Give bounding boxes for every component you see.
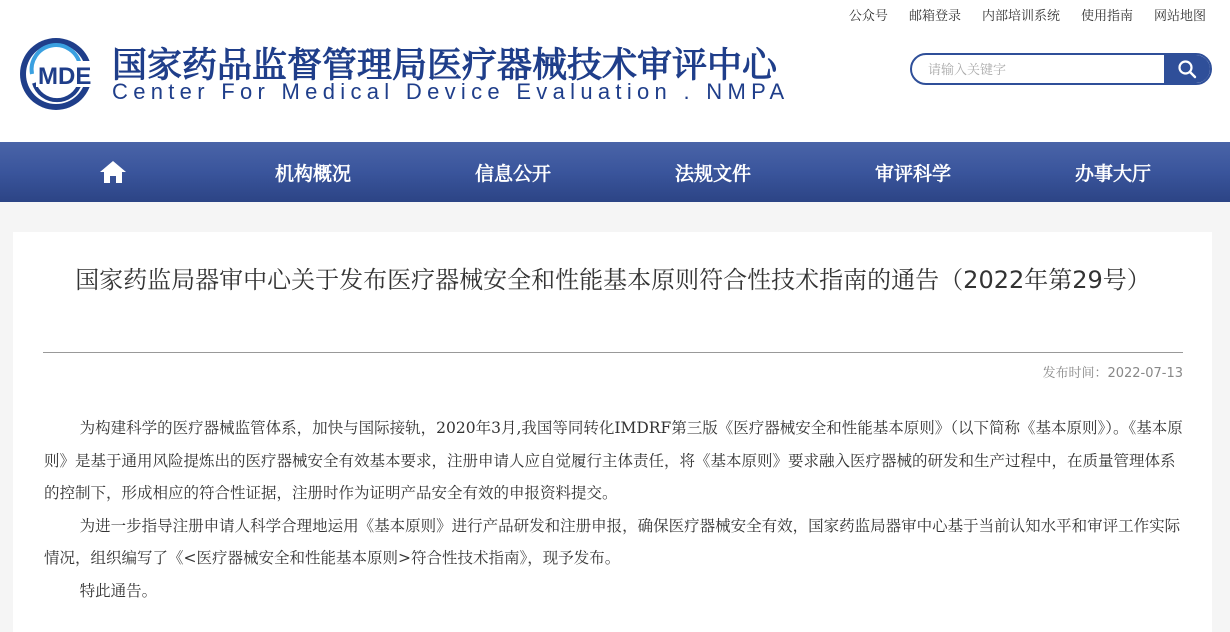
top-link-guide[interactable]: 使用指南 bbox=[1080, 9, 1133, 24]
search-button[interactable] bbox=[1164, 55, 1210, 83]
nav-home[interactable] bbox=[13, 142, 213, 202]
nav-item-organization[interactable]: 机构概况 bbox=[274, 162, 351, 185]
mde-logo[interactable] bbox=[14, 35, 106, 113]
site-name-cn: 国家药品监督管理局医疗器械技术审评中心 bbox=[112, 45, 778, 86]
publish-date: 发布时间：2022-07-13 bbox=[1042, 366, 1183, 381]
top-link-mail-login[interactable]: 邮箱登录 bbox=[908, 9, 961, 24]
search-input[interactable] bbox=[926, 55, 1170, 85]
top-link-training-system[interactable]: 内部培训系统 bbox=[981, 9, 1060, 24]
article-card bbox=[13, 232, 1212, 632]
search-box bbox=[910, 53, 1212, 85]
main-nav bbox=[0, 142, 1230, 202]
logo-mark-text: MDE bbox=[38, 63, 92, 90]
top-links bbox=[828, 5, 1206, 24]
nav-item-regulations[interactable]: 法规文件 bbox=[674, 162, 751, 185]
site-header bbox=[0, 0, 1230, 142]
article-title: 国家药监局器审中心关于发布医疗器械安全和性能基本原则符合性技术指南的通告（2022年第29号） bbox=[75, 266, 1151, 294]
article-body bbox=[44, 412, 1184, 607]
title-divider bbox=[43, 352, 1183, 353]
search-icon bbox=[1177, 59, 1197, 79]
site-name-en: Center For Medical Device Evaluation . NMPA bbox=[112, 79, 790, 104]
top-link-sitemap[interactable]: 网站地图 bbox=[1153, 9, 1206, 24]
article-paragraph: 为进一步指导注册申请人科学合理地运用《基本原则》进行产品研发和注册申报，确保医疗器械安全有效，国家药监局器审中心基于当前认知水平和审评工作实际情况，组织编写了《<医疗器械安全和性能基本原则>符合性技术指南》，现予发布。 bbox=[44, 516, 1181, 567]
article-paragraph: 特此通告。 bbox=[79, 581, 158, 600]
nav-item-service-hall[interactable]: 办事大厅 bbox=[1074, 162, 1151, 185]
nav-item-review-science[interactable]: 审评科学 bbox=[874, 162, 951, 185]
top-link-wechat[interactable]: 公众号 bbox=[848, 9, 888, 24]
nav-item-information[interactable]: 信息公开 bbox=[474, 162, 551, 185]
home-icon bbox=[99, 159, 127, 185]
article-paragraph: 为构建科学的医疗器械监管体系，加快与国际接轨，2020年3月,我国等同转化IMDRF第三版《医疗器械安全和性能基本原则》（以下简称《基本原则》）。《基本原则》是基于通用风险提炼出的医疗器械安全有效基本要求，注册申请人应自觉履行主体责任，将《基本原则》要求融入医疗器械的研发和生产过程中，在质量管理体系的控制下，形成相应的符合性证据，注册时作为证明产品安全有效的申报资料提交。 bbox=[44, 419, 1183, 502]
